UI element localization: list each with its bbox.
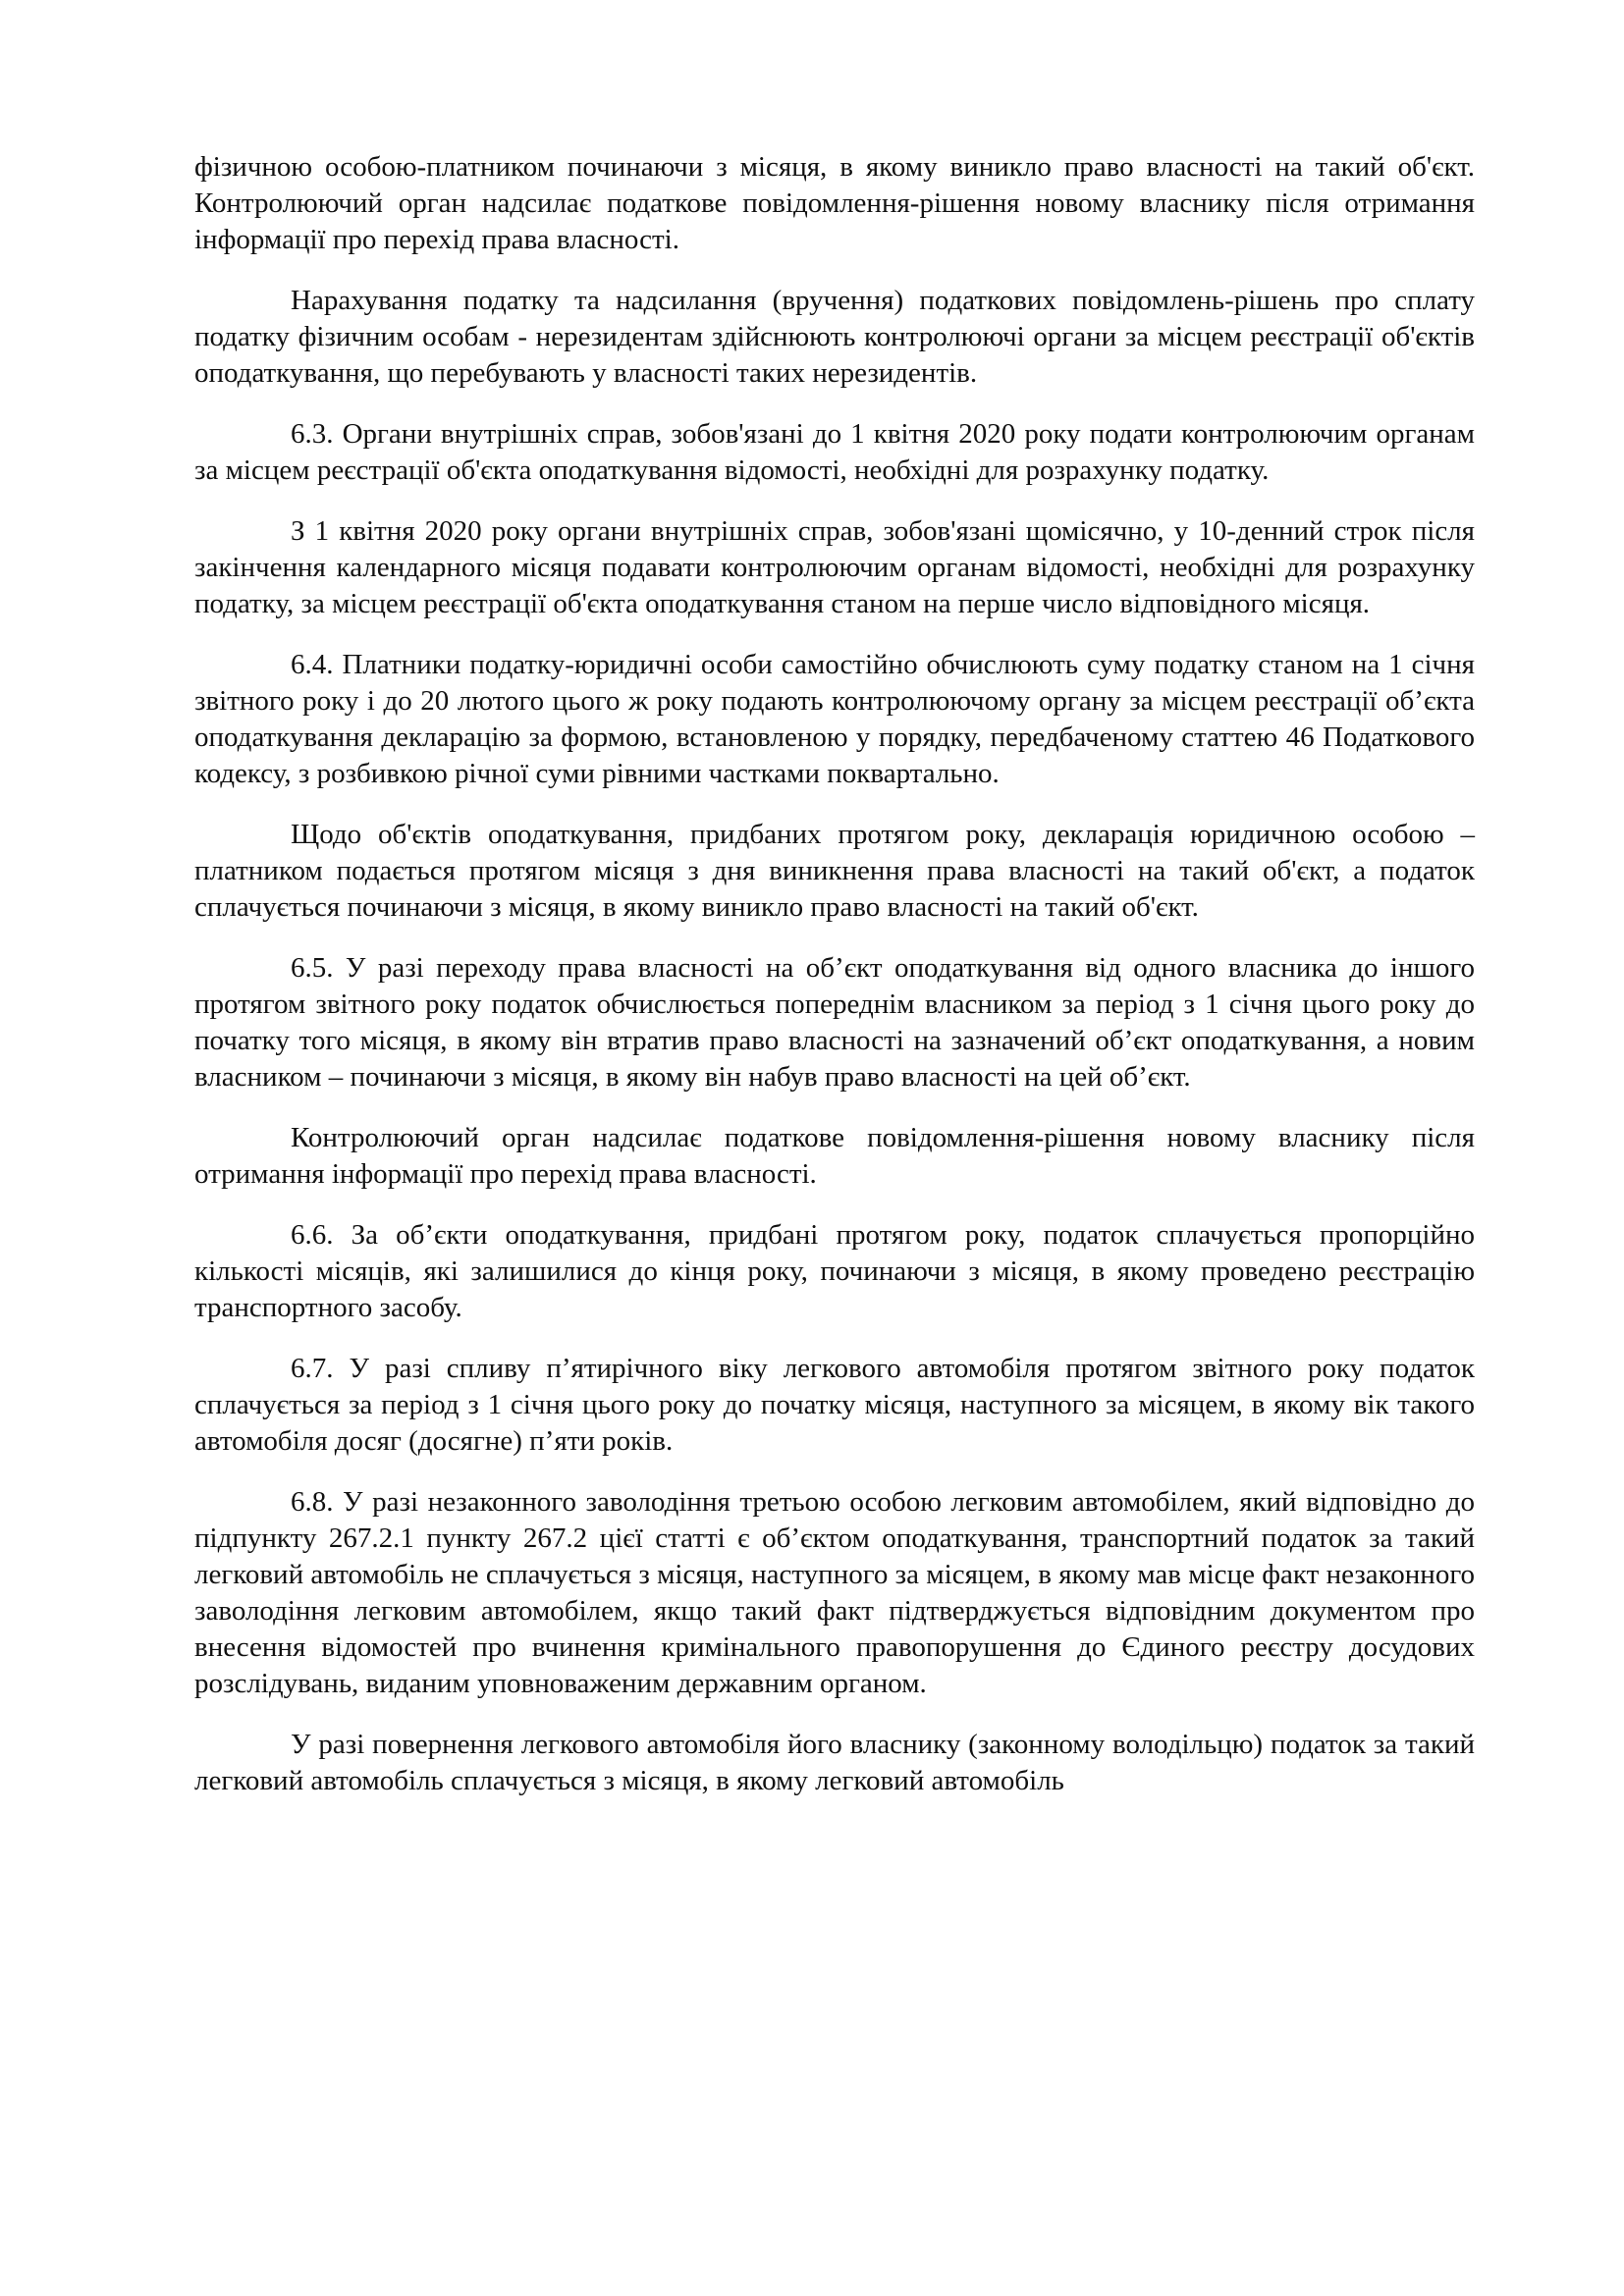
paragraph-6-3: 6.3. Органи внутрішніх справ, зобов'язані до 1 квітня 2020 року подати контролюючим органам за місцем реєстрації об'єкта оподаткування відомості, необхідні для розрахунку податку. xyxy=(194,418,1475,486)
paragraph-6-7: 6.7. У разі спливу п’ятирічного віку легкового автомобіля протягом звітного року податок сплачується за період з 1 січня цього року до початку місяця, наступного за місяцем, в якому вік такого автомобіля досяг (досягне) п’яти років. xyxy=(194,1353,1475,1457)
paragraph-monthly-reporting: З 1 квітня 2020 року органи внутрішніх справ, зобов'язані щомісячно, у 10-денний строк після закінчення календарного місяця подавати контролюючим органам відомості, необхідні для розрахунку податку, за місцем реєстрації об'єкта оподаткування станом на перше число відповідного місяця. xyxy=(194,515,1475,619)
paragraph-acquired-objects: Щодо об'єктів оподаткування, придбаних протягом року, декларація юридичною особою – платником подається протягом місяця з дня виникнення права власності на такий об'єкт, а податок сплачується починаючи з місяця, в якому виникло право власності на такий об'єкт. xyxy=(194,819,1475,923)
paragraph-nonresident-tax: Нарахування податку та надсилання (вручення) податкових повідомлень-рішень про сплату податку фізичним особам - нерезидентам здійснюють контролюючі органи за місцем реєстрації об'єктів оподаткування, що перебувають у власності таких нерезидентів. xyxy=(194,285,1475,389)
document-page xyxy=(194,149,1475,1824)
paragraph-6-8: 6.8. У разі незаконного заволодіння третьою особою легковим автомобілем, який відповідно до підпункту 267.2.1 пункту 267.2 цієї статті є об’єктом оподаткування, транспортний податок за такий легковий автомобіль не сплачується з місяця, наступного за місяцем, в якому мав місце факт незаконного заволодіння легковим автомобілем, якщо такий факт підтверджується відповідним документом про внесення відомостей про вчинення кримінального правопорушення до Єдиного реєстру досудових розслідувань, виданим уповноваженим державним органом. xyxy=(194,1486,1475,1699)
paragraph-6-6: 6.6. За об’єкти оподаткування, придбані протягом року, податок сплачується пропорційно кількості місяців, які залишилися до кінця року, починаючи з місяця, в якому проведено реєстрацію транспортного засобу. xyxy=(194,1219,1475,1323)
paragraph-6-5: 6.5. У разі переходу права власності на об’єкт оподаткування від одного власника до іншого протягом звітного року податок обчислюється попереднім власником за період з 1 січня цього року до початку того місяця, в якому він втратив право власності на зазначений об’єкт оподаткування, а новим власником – починаючи з місяця, в якому він набув право власності на цей об’єкт. xyxy=(194,952,1475,1093)
paragraph-continuation: фізичною особою-платником починаючи з місяця, в якому виникло право власності на такий об'єкт. Контролюючий орган надсилає податкове повідомлення-рішення новому власнику після отримання інформації про перехід права власності. xyxy=(194,151,1475,255)
paragraph-6-4: 6.4. Платники податку-юридичні особи самостійно обчислюють суму податку станом на 1 січня звітного року і до 20 лютого цього ж року подають контролюючому органу за місцем реєстрації об’єкта оподаткування декларацію за формою, встановленою у порядку, передбаченому статтею 46 Податкового кодексу, з розбивкою річної суми рівними частками поквартально. xyxy=(194,649,1475,789)
paragraph-new-owner-notice: Контролюючий орган надсилає податкове повідомлення-рішення новому власнику після отримання інформації про перехід права власності. xyxy=(194,1122,1475,1190)
paragraph-vehicle-return: У разі повернення легкового автомобіля його власнику (законному володільцю) податок за такий легковий автомобіль сплачується з місяця, в якому легковий автомобіль xyxy=(194,1729,1475,1796)
